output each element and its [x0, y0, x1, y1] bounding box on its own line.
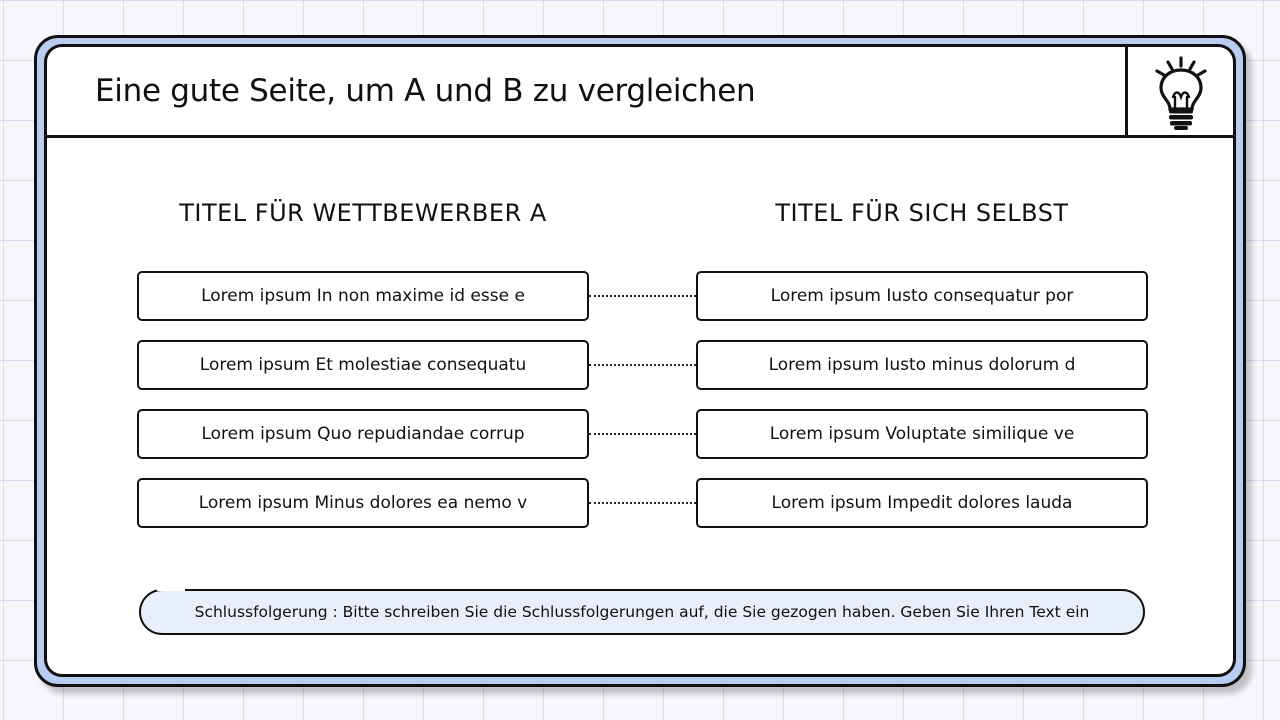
dotted-connector [589, 364, 696, 366]
conclusion-notch [157, 587, 185, 591]
conclusion-text: Schlussfolgerung : Bitte schreiben Sie die Schlussfolgerungen auf, die Sie gezogen haben. Geben Sie Ihren Text ein [194, 603, 1090, 621]
competitor-a-item[interactable]: Lorem ipsum Et molestiae consequatu [137, 340, 589, 390]
conclusion-box[interactable] [139, 589, 1145, 635]
slide-header [47, 47, 1233, 138]
dotted-connector [589, 502, 696, 504]
slide-frame [34, 35, 1246, 687]
lightbulb-icon [1151, 55, 1211, 131]
page-title: Eine gute Seite, um A und B zu vergleichen [95, 73, 756, 109]
dotted-connector [589, 295, 696, 297]
competitor-a-item[interactable]: Lorem ipsum In non maxime id esse e [137, 271, 589, 321]
competitor-a-item[interactable]: Lorem ipsum Minus dolores ea nemo v [137, 478, 589, 528]
dotted-connector [589, 433, 696, 435]
column-heading-competitor-a: TITEL FÜR WETTBEWERBER A [179, 199, 547, 227]
self-item[interactable]: Lorem ipsum Voluptate similique ve [696, 409, 1148, 459]
competitor-a-item[interactable]: Lorem ipsum Quo repudiandae corrup [137, 409, 589, 459]
slide-card [44, 44, 1236, 677]
self-item[interactable]: Lorem ipsum Iusto minus dolorum d [696, 340, 1148, 390]
column-heading-self: TITEL FÜR SICH SELBST [775, 199, 1069, 227]
icon-cell [1125, 47, 1233, 138]
self-item[interactable]: Lorem ipsum Iusto consequatur por [696, 271, 1148, 321]
self-item[interactable]: Lorem ipsum Impedit dolores lauda [696, 478, 1148, 528]
